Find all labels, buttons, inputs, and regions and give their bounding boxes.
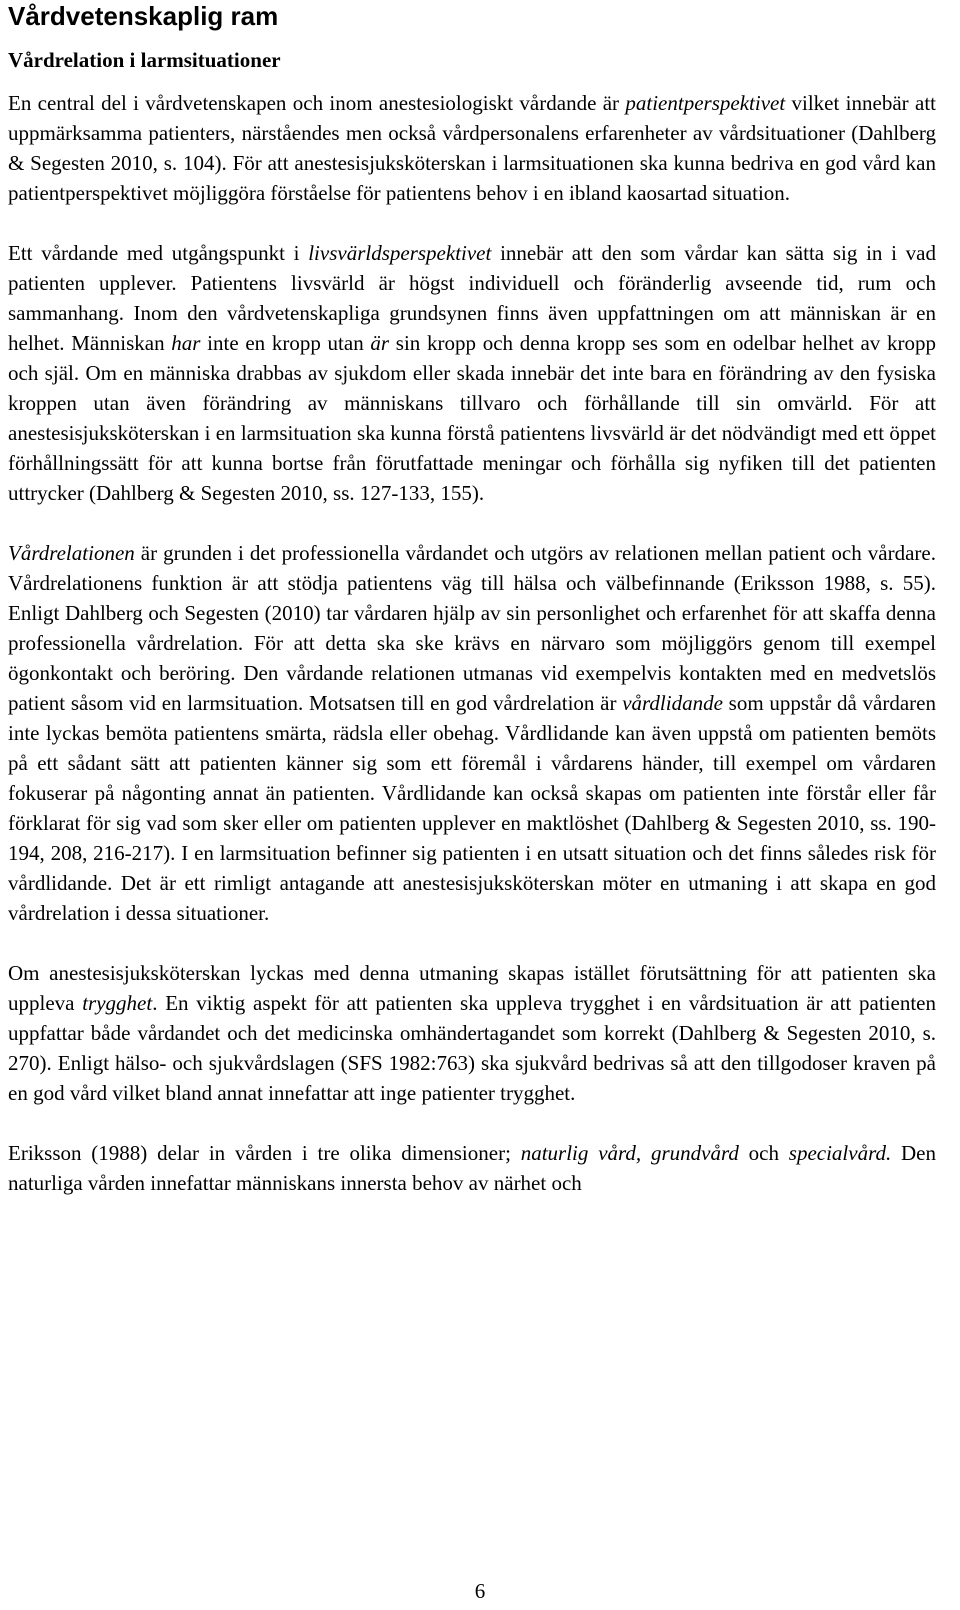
italic-term: naturlig vård, grundvård xyxy=(520,1141,739,1165)
paragraph-text: Om anestesisjuksköterskan lyckas med denna utmaning skapas istället förutsättning för att patienten ska uppleva xyxy=(8,961,936,1015)
italic-term: är xyxy=(370,331,390,355)
paragraph-text: inte en kropp utan xyxy=(200,331,371,355)
paragraph-text: som uppstår då vårdaren inte lyckas bemöta patientens smärta, rädsla eller obehag. Vårdlidande kan även uppstå om patienten bemöts på ett sådant sätt att patienten känner sig som ett föremål i vårdarens händer, till exempel om vårdaren fokuserar på någonting annat än patienten. Vårdlidande kan också skapas om patienten inte förstår eller får förklarat för sig vad som sker eller om patienten upplever en maktlöshet (Dahlberg & Segesten 2010, ss. 190-194, 208, 216-217). I en larmsituation befinner sig patienten i en utsatt situation och det finns således risk för vårdlidande. Det är ett rimligt antagande att anestesisjuksköterskan möter en utmaning i att skapa en god vårdrelation i dessa situationer. xyxy=(8,691,936,925)
paragraph-text: sin kropp och denna kropp ses som en odelbar helhet av kropp och själ. Om en människa drabbas av sjukdom eller skada innebär det inte bara en förändring av den fysiska kroppen utan även förändring av människans tillvaro och förhållande till sin omvärld. För att anestesisjuksköterskan i en larmsituation ska kunna förstå patientens livsvärld är det nödvändigt med ett öppet förhållningssätt för att kunna bortse från förutfattade meningar och förhålla sig nyfiken till det patienten uttrycker (Dahlberg & Segesten 2010, ss. 127-133, 155). xyxy=(8,331,937,505)
paragraph-4 xyxy=(8,958,936,1108)
paragraph-text: och xyxy=(738,1141,789,1165)
paragraph-1 xyxy=(8,88,936,208)
italic-term: trygghet xyxy=(82,991,153,1015)
paragraph-3 xyxy=(8,538,936,928)
page-number: 6 xyxy=(474,1579,486,1603)
paragraph-5 xyxy=(8,1138,936,1198)
italic-term: Vårdrelationen xyxy=(8,541,135,565)
italic-term: specialvård. xyxy=(788,1141,892,1165)
paragraph-text: är grunden i det professionella vårdandet och utgörs av relationen mellan patient och vårdare. Vårdrelationens funktion är att stödja patientens väg till hälsa och välbefinnande (Eriksson 1988, s. 55). Enligt Dahlberg och Segesten (2010) tar vårdaren hjälp av sin personlighet och erfarenhet för att skaffa denna professionella vårdrelation. För att detta ska ske krävs en närvaro som möjliggörs genom till exempel ögonkontakt och beröring. Den vårdande relationen utmanas vid exempelvis kontakten med en medvetslös patient såsom vid en larmsituation. Motsatsen till en god vårdrelation är xyxy=(8,541,936,715)
paragraph-2 xyxy=(8,238,936,508)
paragraph-text: innebär att den som vårdar kan sätta sig in i vad patienten upplever. Patientens livsvärld är högst individuell och föränderlig avseende tid, rum och sammanhang. Inom den vårdvetenskapliga grundsynen finns även uppfattningen om att människan är en helhet. Människan xyxy=(8,241,936,355)
section-heading: Vårdvetenskaplig ram xyxy=(8,1,279,31)
italic-term: patientperspektivet xyxy=(625,91,786,115)
italic-term: livsvärldsperspektivet xyxy=(308,241,492,265)
paragraph-text: vilket innebär att uppmärksamma patienters, närståendes men också vårdpersonalens erfarenheter av vårdsituationer (Dahlberg & Segesten 2010, s. 104). För att anestesisjuksköterskan i larmsituationen ska kunna bedriva en god vård kan patientperspektivet möjliggöra förståelse för patientens behov i en ibland kaosartad situation. xyxy=(8,91,936,205)
italic-term: vårdlidande xyxy=(622,691,723,715)
paragraph-text: En central del i vårdvetenskapen och inom anestesiologiskt vårdande är xyxy=(8,91,626,115)
paragraph-text: Eriksson (1988) delar in vården i tre olika dimensioner; xyxy=(8,1141,521,1165)
paragraph-text: Ett vårdande med utgångspunkt i xyxy=(8,241,309,265)
subsection-heading: Vårdrelation i larmsituationer xyxy=(8,48,281,72)
paragraph-text: . En viktig aspekt för att patienten ska uppleva trygghet i en vårdsituation är att patienten uppfattar både vårdandet och det medicinska omhändertagandet som korrekt (Dahlberg & Segesten 2010, s. 270). Enligt hälso- och sjukvårdslagen (SFS 1982:763) ska sjukvård bedrivas så att den tillgodoser kraven på en god vård vilket bland annat innefattar att inge patienter trygghet. xyxy=(8,991,936,1105)
document-page xyxy=(8,0,936,1198)
paragraph-text: Den naturliga vården innefattar människans innersta behov av närhet och xyxy=(8,1141,937,1195)
italic-term: har xyxy=(171,331,201,355)
